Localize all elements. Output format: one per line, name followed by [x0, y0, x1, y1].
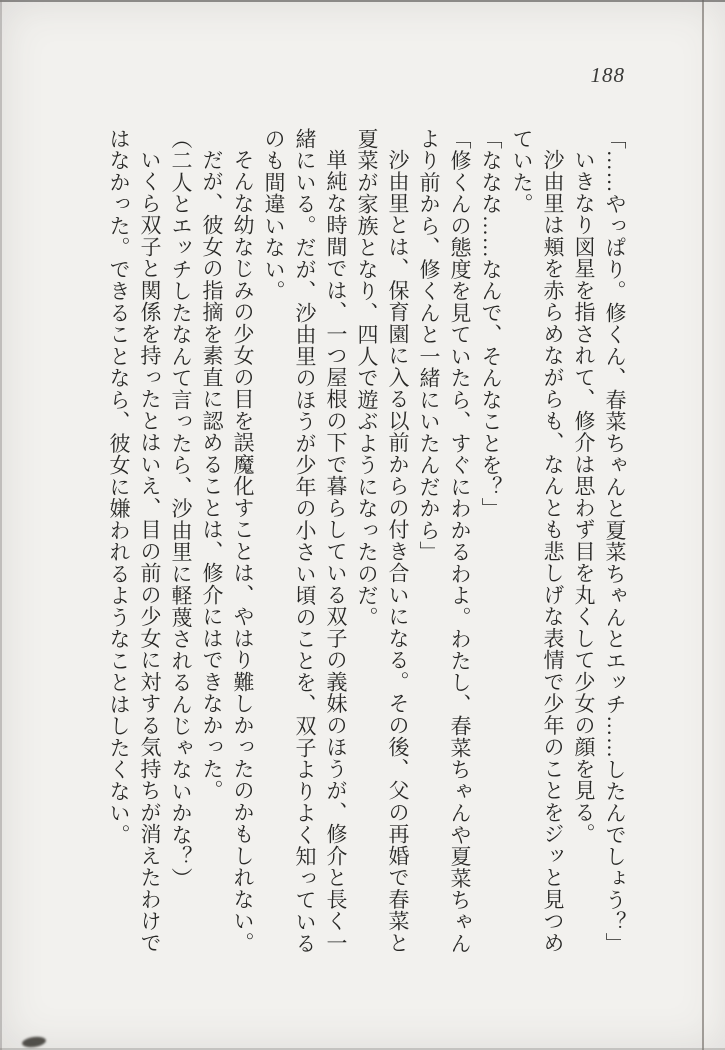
paragraph-11: いくら双子と関係を持ったとはいえ、目の前の少女に対する気持ちが消えたわけではなかった。できることなら、彼女に嫌われるようなことはしたくない。 [107, 128, 162, 954]
scan-edge-left [0, 0, 2, 1050]
scan-edge-top [0, 0, 725, 2]
paragraph-3: 沙由里は頬を赤らめながらも、なんとも悲しげな表情で少年のことをジッと見つめていた。 [510, 128, 565, 954]
paragraph-10: （二人とエッチしたなんて言ったら、沙由里に軽蔑されるんじゃないかな？） [169, 128, 193, 890]
paragraph-1: 「……やっぱり。修くん、春菜ちゃんと夏菜ちゃんとエッチ……したんでしょう？」 [603, 128, 627, 955]
paragraph-7: 単純な時間では、一つ屋根の下で暮らしている双子の義妹のほうが、修介と長く一緒にいる。だが、沙由里のほうが少年の小さい頃のことを、双子よりよく知っているのも間違いない。 [262, 128, 348, 955]
paragraph-5: 「修くんの態度を見ていたら、すぐにわかるわよ。わたし、春菜ちゃんや夏菜ちゃんより前から、修くんと一緒にいたんだから」 [417, 128, 472, 955]
paragraph-2: いきなり図星を指されて、修介は思わず目を丸くして少女の顔を見る。 [572, 149, 596, 845]
paragraph-6: 沙由里とは、保育園に入る以前からの付き合いになる。その後、父の再婚で春菜と夏菜が家族となり、四人で遊ぶようになったのだ。 [355, 128, 410, 954]
page-gutter-line [702, 0, 704, 1050]
scan-smudge [21, 1035, 46, 1048]
paragraph-4: 「ななな……なんで、そんなことを？」 [479, 128, 503, 520]
page-number: 188 [590, 63, 625, 87]
page-text [103, 128, 630, 966]
paragraph-8: そんな幼なじみの少女の目を誤魔化すことは、やはり難しかったのかもしれない。 [231, 149, 255, 954]
paragraph-9: だが、彼女の指摘を素直に認めることは、修介にはできなかった。 [200, 149, 224, 802]
outer-margin [704, 0, 725, 1050]
